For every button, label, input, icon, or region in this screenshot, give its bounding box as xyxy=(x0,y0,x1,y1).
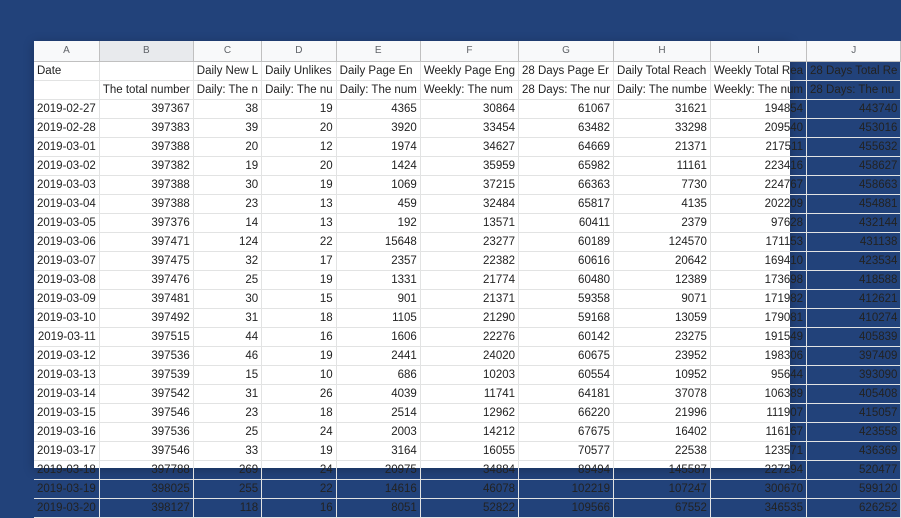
value-cell[interactable]: 436369 xyxy=(807,441,901,460)
value-cell[interactable]: 17 xyxy=(262,251,337,270)
value-cell[interactable]: 60675 xyxy=(519,346,614,365)
value-cell[interactable]: 20 xyxy=(262,118,337,137)
table-row xyxy=(34,422,901,441)
value-cell[interactable]: 18 xyxy=(262,308,337,327)
value-cell[interactable]: 34884 xyxy=(420,460,518,479)
header-cell[interactable]: Daily Total Reach xyxy=(614,61,711,80)
date-cell[interactable]: 2019-03-03 xyxy=(34,175,99,194)
table-row xyxy=(34,479,901,498)
value-cell[interactable]: 1331 xyxy=(336,270,420,289)
value-cell[interactable]: 13 xyxy=(262,194,337,213)
value-cell[interactable]: 397481 xyxy=(99,289,193,308)
value-cell[interactable]: 398025 xyxy=(99,479,193,498)
value-cell[interactable]: 14212 xyxy=(420,422,518,441)
date-cell[interactable]: 2019-03-13 xyxy=(34,365,99,384)
value-cell[interactable]: 16055 xyxy=(420,441,518,460)
value-cell[interactable]: 34627 xyxy=(420,137,518,156)
value-cell[interactable]: 19 xyxy=(193,156,261,175)
value-cell[interactable]: 300670 xyxy=(710,479,806,498)
value-cell[interactable]: 19 xyxy=(262,346,337,365)
table-row xyxy=(34,156,901,175)
table-row xyxy=(34,384,901,403)
header-cell[interactable]: Date xyxy=(34,61,99,80)
value-cell[interactable]: 192 xyxy=(336,213,420,232)
value-cell[interactable]: 24020 xyxy=(420,346,518,365)
date-cell[interactable]: 2019-03-11 xyxy=(34,327,99,346)
value-cell[interactable]: 223416 xyxy=(710,156,806,175)
value-cell[interactable]: 418588 xyxy=(807,270,901,289)
value-cell[interactable]: 60554 xyxy=(519,365,614,384)
value-cell[interactable]: 198306 xyxy=(710,346,806,365)
value-cell[interactable]: 89494 xyxy=(519,460,614,479)
value-cell[interactable]: 191549 xyxy=(710,327,806,346)
value-cell[interactable]: 217511 xyxy=(710,137,806,156)
value-cell[interactable]: 397546 xyxy=(99,403,193,422)
value-cell[interactable]: 397388 xyxy=(99,175,193,194)
value-cell[interactable]: 398127 xyxy=(99,498,193,517)
header-cell[interactable]: 28 Days Total Re xyxy=(807,61,901,80)
value-cell[interactable]: 23277 xyxy=(420,232,518,251)
value-cell[interactable]: 60142 xyxy=(519,327,614,346)
date-cell[interactable]: 2019-03-02 xyxy=(34,156,99,175)
table-row xyxy=(34,175,901,194)
value-cell[interactable]: 397376 xyxy=(99,213,193,232)
value-cell[interactable]: 455632 xyxy=(807,137,901,156)
value-cell[interactable]: 14 xyxy=(193,213,261,232)
value-cell[interactable]: 13571 xyxy=(420,213,518,232)
column-header-i[interactable]: I xyxy=(710,41,806,61)
value-cell[interactable]: 22276 xyxy=(420,327,518,346)
value-cell[interactable]: 23952 xyxy=(614,346,711,365)
value-cell[interactable]: 63482 xyxy=(519,118,614,137)
value-cell[interactable]: 25 xyxy=(193,270,261,289)
date-cell[interactable]: 2019-03-15 xyxy=(34,403,99,422)
value-cell[interactable]: 97628 xyxy=(710,213,806,232)
value-cell[interactable]: 124570 xyxy=(614,232,711,251)
header-cell[interactable]: Weekly Total Rea xyxy=(710,61,806,80)
column-header-d[interactable]: D xyxy=(262,41,337,61)
value-cell[interactable]: 415057 xyxy=(807,403,901,422)
date-cell[interactable]: 2019-03-09 xyxy=(34,289,99,308)
value-cell[interactable]: 202209 xyxy=(710,194,806,213)
value-cell[interactable]: 46 xyxy=(193,346,261,365)
table-row xyxy=(34,308,901,327)
column-header-row xyxy=(34,41,901,61)
column-header-a[interactable]: A xyxy=(34,41,99,61)
value-cell[interactable]: 30 xyxy=(193,175,261,194)
value-cell[interactable]: 459 xyxy=(336,194,420,213)
value-cell[interactable]: 52822 xyxy=(420,498,518,517)
value-cell[interactable]: 13 xyxy=(262,213,337,232)
value-cell[interactable]: 21774 xyxy=(420,270,518,289)
date-cell[interactable]: 2019-03-18 xyxy=(34,460,99,479)
value-cell[interactable]: 453016 xyxy=(807,118,901,137)
date-cell[interactable]: 2019-03-05 xyxy=(34,213,99,232)
value-cell[interactable]: 33454 xyxy=(420,118,518,137)
value-cell[interactable]: 59358 xyxy=(519,289,614,308)
header-cell[interactable]: Daily: The numbe xyxy=(614,80,711,99)
value-cell[interactable]: 19 xyxy=(262,270,337,289)
value-cell[interactable]: 21371 xyxy=(614,137,711,156)
date-cell[interactable]: 2019-03-12 xyxy=(34,346,99,365)
header-cell[interactable]: 28 Days Page Er xyxy=(519,61,614,80)
value-cell[interactable]: 25 xyxy=(193,422,261,441)
value-cell[interactable]: 346535 xyxy=(710,498,806,517)
value-cell[interactable]: 145587 xyxy=(614,460,711,479)
table-row xyxy=(34,289,901,308)
value-cell[interactable]: 32 xyxy=(193,251,261,270)
value-cell[interactable]: 31 xyxy=(193,308,261,327)
value-cell[interactable]: 3164 xyxy=(336,441,420,460)
value-cell[interactable]: 458663 xyxy=(807,175,901,194)
header-cell[interactable] xyxy=(34,80,99,99)
value-cell[interactable]: 405839 xyxy=(807,327,901,346)
value-cell[interactable]: 14616 xyxy=(336,479,420,498)
value-cell[interactable]: 16402 xyxy=(614,422,711,441)
value-cell[interactable]: 599120 xyxy=(807,479,901,498)
header-cell[interactable]: Weekly Page Eng xyxy=(420,61,518,80)
header-cell[interactable]: The total number xyxy=(99,80,193,99)
value-cell[interactable]: 397382 xyxy=(99,156,193,175)
value-cell[interactable]: 423534 xyxy=(807,251,901,270)
value-cell[interactable]: 65982 xyxy=(519,156,614,175)
header-cell[interactable]: Daily New L xyxy=(193,61,261,80)
table-row xyxy=(34,194,901,213)
value-cell[interactable]: 397788 xyxy=(99,460,193,479)
value-cell[interactable]: 66220 xyxy=(519,403,614,422)
date-cell[interactable]: 2019-03-06 xyxy=(34,232,99,251)
date-cell[interactable]: 2019-03-01 xyxy=(34,137,99,156)
value-cell[interactable]: 405408 xyxy=(807,384,901,403)
value-cell[interactable]: 60480 xyxy=(519,270,614,289)
date-cell[interactable]: 2019-03-19 xyxy=(34,479,99,498)
value-cell[interactable]: 431138 xyxy=(807,232,901,251)
value-cell[interactable]: 397539 xyxy=(99,365,193,384)
value-cell[interactable]: 179081 xyxy=(710,308,806,327)
value-cell[interactable]: 102219 xyxy=(519,479,614,498)
value-cell[interactable]: 209540 xyxy=(710,118,806,137)
value-cell[interactable]: 60616 xyxy=(519,251,614,270)
value-cell[interactable]: 520477 xyxy=(807,460,901,479)
value-cell[interactable]: 19 xyxy=(262,441,337,460)
value-cell[interactable]: 194854 xyxy=(710,99,806,118)
value-cell[interactable]: 1974 xyxy=(336,137,420,156)
value-cell[interactable]: 20642 xyxy=(614,251,711,270)
value-cell[interactable]: 15 xyxy=(262,289,337,308)
column-header-b[interactable]: B xyxy=(99,41,193,61)
value-cell[interactable]: 31 xyxy=(193,384,261,403)
value-cell[interactable]: 106389 xyxy=(710,384,806,403)
value-cell[interactable]: 173698 xyxy=(710,270,806,289)
value-cell[interactable]: 20 xyxy=(262,156,337,175)
value-cell[interactable]: 33298 xyxy=(614,118,711,137)
date-cell[interactable]: 2019-03-14 xyxy=(34,384,99,403)
value-cell[interactable]: 61067 xyxy=(519,99,614,118)
value-cell[interactable]: 21371 xyxy=(420,289,518,308)
table-row xyxy=(34,346,901,365)
value-cell[interactable]: 67675 xyxy=(519,422,614,441)
header-cell[interactable]: Daily: The nu xyxy=(262,80,337,99)
table-row xyxy=(34,327,901,346)
table-row xyxy=(34,232,901,251)
value-cell[interactable]: 2514 xyxy=(336,403,420,422)
value-cell[interactable]: 397536 xyxy=(99,422,193,441)
value-cell[interactable]: 12389 xyxy=(614,270,711,289)
table-row xyxy=(34,137,901,156)
value-cell[interactable]: 397383 xyxy=(99,118,193,137)
date-cell[interactable]: 2019-03-16 xyxy=(34,422,99,441)
value-cell[interactable]: 24 xyxy=(262,422,337,441)
table-row xyxy=(34,251,901,270)
value-cell[interactable]: 10 xyxy=(262,365,337,384)
value-cell[interactable]: 15 xyxy=(193,365,261,384)
header-cell[interactable]: Weekly: The num xyxy=(710,80,806,99)
value-cell[interactable]: 171982 xyxy=(710,289,806,308)
value-cell[interactable]: 23 xyxy=(193,194,261,213)
value-cell[interactable]: 4135 xyxy=(614,194,711,213)
value-cell[interactable]: 393090 xyxy=(807,365,901,384)
value-cell[interactable]: 109566 xyxy=(519,498,614,517)
value-cell[interactable]: 412621 xyxy=(807,289,901,308)
value-cell[interactable]: 3920 xyxy=(336,118,420,137)
date-cell[interactable]: 2019-02-27 xyxy=(34,99,99,118)
column-header-c[interactable]: C xyxy=(193,41,261,61)
value-cell[interactable]: 107247 xyxy=(614,479,711,498)
value-cell[interactable]: 59168 xyxy=(519,308,614,327)
table-row xyxy=(34,99,901,118)
value-cell[interactable]: 22 xyxy=(262,232,337,251)
value-cell[interactable]: 19 xyxy=(262,99,337,118)
value-cell[interactable]: 397388 xyxy=(99,194,193,213)
column-header-e[interactable]: E xyxy=(336,41,420,61)
value-cell[interactable]: 901 xyxy=(336,289,420,308)
header-cell[interactable]: Daily: The n xyxy=(193,80,261,99)
value-cell[interactable]: 111907 xyxy=(710,403,806,422)
table-row xyxy=(34,403,901,422)
value-cell[interactable]: 23 xyxy=(193,403,261,422)
value-cell[interactable]: 423558 xyxy=(807,422,901,441)
value-cell[interactable]: 64181 xyxy=(519,384,614,403)
value-cell[interactable]: 397409 xyxy=(807,346,901,365)
value-cell[interactable]: 2357 xyxy=(336,251,420,270)
value-cell[interactable]: 432144 xyxy=(807,213,901,232)
table-row xyxy=(34,460,901,479)
date-cell[interactable]: 2019-03-10 xyxy=(34,308,99,327)
value-cell[interactable]: 66363 xyxy=(519,175,614,194)
data-table xyxy=(34,41,901,518)
value-cell[interactable]: 60189 xyxy=(519,232,614,251)
value-cell[interactable]: 18 xyxy=(262,403,337,422)
column-header-j[interactable]: J xyxy=(807,41,901,61)
value-cell[interactable]: 64669 xyxy=(519,137,614,156)
value-cell[interactable]: 626252 xyxy=(807,498,901,517)
value-cell[interactable]: 11161 xyxy=(614,156,711,175)
value-cell[interactable]: 60411 xyxy=(519,213,614,232)
value-cell[interactable]: 397476 xyxy=(99,270,193,289)
value-cell[interactable]: 116167 xyxy=(710,422,806,441)
date-cell[interactable]: 2019-02-28 xyxy=(34,118,99,137)
value-cell[interactable]: 1105 xyxy=(336,308,420,327)
value-cell[interactable]: 454881 xyxy=(807,194,901,213)
table-row xyxy=(34,441,901,460)
header-cell[interactable]: 28 Days: The nur xyxy=(519,80,614,99)
value-cell[interactable]: 397515 xyxy=(99,327,193,346)
value-cell[interactable]: 20 xyxy=(193,137,261,156)
header-cell[interactable]: 28 Days: The nu xyxy=(807,80,901,99)
value-cell[interactable]: 21996 xyxy=(614,403,711,422)
header-row-1 xyxy=(34,61,901,80)
value-cell[interactable]: 397475 xyxy=(99,251,193,270)
column-header-h[interactable]: H xyxy=(614,41,711,61)
header-cell[interactable]: Daily: The num xyxy=(336,80,420,99)
value-cell[interactable]: 397367 xyxy=(99,99,193,118)
value-cell[interactable]: 12962 xyxy=(420,403,518,422)
value-cell[interactable]: 397388 xyxy=(99,137,193,156)
value-cell[interactable]: 255 xyxy=(193,479,261,498)
value-cell[interactable]: 15648 xyxy=(336,232,420,251)
value-cell[interactable]: 37078 xyxy=(614,384,711,403)
value-cell[interactable]: 33 xyxy=(193,441,261,460)
value-cell[interactable]: 227294 xyxy=(710,460,806,479)
value-cell[interactable]: 224767 xyxy=(710,175,806,194)
value-cell[interactable]: 22538 xyxy=(614,441,711,460)
header-cell[interactable]: Daily Unlikes xyxy=(262,61,337,80)
value-cell[interactable]: 30 xyxy=(193,289,261,308)
value-cell[interactable]: 686 xyxy=(336,365,420,384)
value-cell[interactable]: 12 xyxy=(262,137,337,156)
table-row xyxy=(34,270,901,289)
header-cell[interactable]: Daily Page En xyxy=(336,61,420,80)
value-cell[interactable]: 397536 xyxy=(99,346,193,365)
table-row xyxy=(34,118,901,137)
table-row xyxy=(34,498,901,517)
value-cell[interactable]: 269 xyxy=(193,460,261,479)
value-cell[interactable]: 16 xyxy=(262,498,337,517)
date-cell[interactable]: 2019-03-07 xyxy=(34,251,99,270)
date-cell[interactable]: 2019-03-08 xyxy=(34,270,99,289)
value-cell[interactable]: 19 xyxy=(262,175,337,194)
value-cell[interactable]: 4365 xyxy=(336,99,420,118)
value-cell[interactable]: 95644 xyxy=(710,365,806,384)
value-cell[interactable]: 11741 xyxy=(420,384,518,403)
value-cell[interactable]: 7730 xyxy=(614,175,711,194)
value-cell[interactable]: 24 xyxy=(262,460,337,479)
spreadsheet-grid xyxy=(34,41,898,514)
value-cell[interactable]: 32484 xyxy=(420,194,518,213)
value-cell[interactable]: 16 xyxy=(262,327,337,346)
value-cell[interactable]: 30864 xyxy=(420,99,518,118)
value-cell[interactable]: 10203 xyxy=(420,365,518,384)
value-cell[interactable]: 13059 xyxy=(614,308,711,327)
date-cell[interactable]: 2019-03-20 xyxy=(34,498,99,517)
value-cell[interactable]: 443740 xyxy=(807,99,901,118)
value-cell[interactable]: 397471 xyxy=(99,232,193,251)
value-cell[interactable]: 38 xyxy=(193,99,261,118)
value-cell[interactable]: 124 xyxy=(193,232,261,251)
value-cell[interactable]: 10952 xyxy=(614,365,711,384)
value-cell[interactable]: 2441 xyxy=(336,346,420,365)
column-header-g[interactable]: G xyxy=(519,41,614,61)
value-cell[interactable]: 67552 xyxy=(614,498,711,517)
value-cell[interactable]: 23275 xyxy=(614,327,711,346)
header-cell[interactable] xyxy=(99,61,193,80)
value-cell[interactable]: 123571 xyxy=(710,441,806,460)
column-header-f[interactable]: F xyxy=(420,41,518,61)
value-cell[interactable]: 458627 xyxy=(807,156,901,175)
value-cell[interactable]: 2379 xyxy=(614,213,711,232)
value-cell[interactable]: 1424 xyxy=(336,156,420,175)
value-cell[interactable]: 20975 xyxy=(336,460,420,479)
table-row xyxy=(34,213,901,232)
value-cell[interactable]: 397546 xyxy=(99,441,193,460)
value-cell[interactable]: 1069 xyxy=(336,175,420,194)
date-cell[interactable]: 2019-03-04 xyxy=(34,194,99,213)
value-cell[interactable]: 39 xyxy=(193,118,261,137)
value-cell[interactable]: 35959 xyxy=(420,156,518,175)
value-cell[interactable]: 65817 xyxy=(519,194,614,213)
value-cell[interactable]: 70577 xyxy=(519,441,614,460)
value-cell[interactable]: 37215 xyxy=(420,175,518,194)
value-cell[interactable]: 397542 xyxy=(99,384,193,403)
value-cell[interactable]: 1606 xyxy=(336,327,420,346)
date-cell[interactable]: 2019-03-17 xyxy=(34,441,99,460)
value-cell[interactable]: 21290 xyxy=(420,308,518,327)
value-cell[interactable]: 410274 xyxy=(807,308,901,327)
value-cell[interactable]: 118 xyxy=(193,498,261,517)
value-cell[interactable]: 397492 xyxy=(99,308,193,327)
value-cell[interactable]: 2003 xyxy=(336,422,420,441)
value-cell[interactable]: 171153 xyxy=(710,232,806,251)
value-cell[interactable]: 46078 xyxy=(420,479,518,498)
value-cell[interactable]: 22382 xyxy=(420,251,518,270)
value-cell[interactable]: 9071 xyxy=(614,289,711,308)
header-cell[interactable]: Weekly: The num xyxy=(420,80,518,99)
table-row xyxy=(34,365,901,384)
value-cell[interactable]: 44 xyxy=(193,327,261,346)
value-cell[interactable]: 22 xyxy=(262,479,337,498)
value-cell[interactable]: 4039 xyxy=(336,384,420,403)
value-cell[interactable]: 26 xyxy=(262,384,337,403)
value-cell[interactable]: 31621 xyxy=(614,99,711,118)
value-cell[interactable]: 169410 xyxy=(710,251,806,270)
header-row-2 xyxy=(34,80,901,99)
value-cell[interactable]: 8051 xyxy=(336,498,420,517)
